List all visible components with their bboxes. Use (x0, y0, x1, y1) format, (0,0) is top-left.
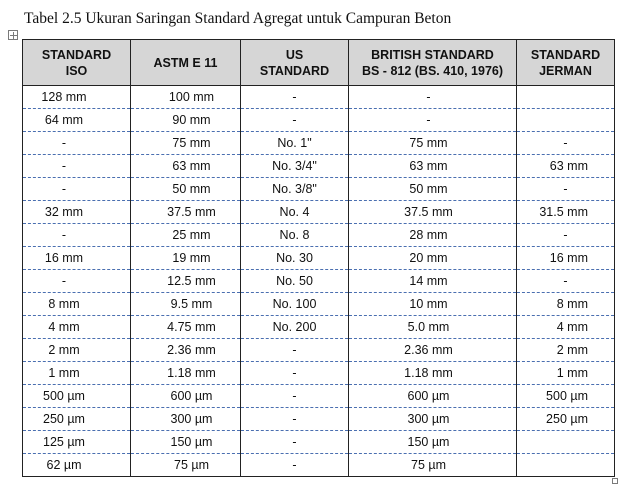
table-cell: 2 mm (517, 339, 615, 362)
table-cell: 63 mm (517, 155, 615, 178)
table-cell: 300 µm (349, 408, 517, 431)
table-caption: Tabel 2.5 Ukuran Saringan Standard Agregat untuk Campuran Beton (24, 10, 452, 27)
table-cell: 4.75 mm (131, 316, 241, 339)
table-cell: 63 mm (131, 155, 241, 178)
table-cell: 2.36 mm (131, 339, 241, 362)
table-row (23, 201, 615, 224)
table-cell (517, 86, 615, 109)
table-row (23, 454, 615, 477)
table-cell: - (23, 178, 131, 201)
table-cell: 90 mm (131, 109, 241, 132)
table-row (23, 431, 615, 454)
table-cell: 25 mm (131, 224, 241, 247)
table-cell: 1 mm (23, 362, 131, 385)
table-cell (517, 109, 615, 132)
table-cell: - (241, 408, 349, 431)
table-cell: 62 µm (23, 454, 131, 477)
table-cell (517, 454, 615, 477)
table-row (23, 132, 615, 155)
table-cell: - (517, 270, 615, 293)
table-cell: 4 mm (517, 316, 615, 339)
table-row (23, 339, 615, 362)
table-cell: 19 mm (131, 247, 241, 270)
table-cell: 50 mm (349, 178, 517, 201)
table-cell: 16 mm (517, 247, 615, 270)
table-cell: 31.5 mm (517, 201, 615, 224)
table-cell: 500 µm (517, 385, 615, 408)
table-cell: 2 mm (23, 339, 131, 362)
table-row (23, 316, 615, 339)
table-row (23, 109, 615, 132)
table-cell: - (349, 86, 517, 109)
table-cell: No. 4 (241, 201, 349, 224)
table-cell: 16 mm (23, 247, 131, 270)
table-cell: - (517, 178, 615, 201)
table-cell: 12.5 mm (131, 270, 241, 293)
table-cell: 4 mm (23, 316, 131, 339)
table-cell: - (241, 109, 349, 132)
table-cell (517, 431, 615, 454)
table-cell: 600 µm (131, 385, 241, 408)
table-row (23, 224, 615, 247)
table-cell: - (241, 454, 349, 477)
table-cell: 50 mm (131, 178, 241, 201)
table-cell: 250 µm (23, 408, 131, 431)
table-cell: - (241, 431, 349, 454)
table-cell: No. 3/4" (241, 155, 349, 178)
table-cell: 8 mm (23, 293, 131, 316)
table-cell: No. 100 (241, 293, 349, 316)
table-body (23, 86, 615, 477)
table-cell: 28 mm (349, 224, 517, 247)
table-cell: 125 µm (23, 431, 131, 454)
table-cell: 37.5 mm (349, 201, 517, 224)
table-cell: 1.18 mm (131, 362, 241, 385)
column-header: STANDARD JERMAN (517, 40, 615, 86)
table-cell: - (517, 224, 615, 247)
table-cell: No. 30 (241, 247, 349, 270)
table-cell: 600 µm (349, 385, 517, 408)
table-cell: 8 mm (517, 293, 615, 316)
table-row (23, 178, 615, 201)
table-move-handle-icon[interactable] (8, 30, 18, 40)
table-cell: - (241, 86, 349, 109)
table-cell: - (23, 224, 131, 247)
table-cell: No. 200 (241, 316, 349, 339)
table-cell: 300 µm (131, 408, 241, 431)
table-cell: 75 mm (349, 132, 517, 155)
table-cell: No. 50 (241, 270, 349, 293)
table-cell: 500 µm (23, 385, 131, 408)
table-cell: - (517, 132, 615, 155)
table-row (23, 293, 615, 316)
table-cell: 75 mm (131, 132, 241, 155)
column-header: US STANDARD (241, 40, 349, 86)
table-cell: 75 µm (349, 454, 517, 477)
table-cell: 20 mm (349, 247, 517, 270)
table-cell: 63 mm (349, 155, 517, 178)
table-cell: 1 mm (517, 362, 615, 385)
table-row (23, 247, 615, 270)
table-cell: - (241, 385, 349, 408)
table-cell: 10 mm (349, 293, 517, 316)
table-resize-handle-icon[interactable] (612, 478, 618, 484)
table-cell: 150 µm (349, 431, 517, 454)
table-cell: - (241, 362, 349, 385)
table-cell: - (23, 155, 131, 178)
table-row (23, 362, 615, 385)
table-row (23, 408, 615, 431)
table-cell: 1.18 mm (349, 362, 517, 385)
table-cell: No. 1" (241, 132, 349, 155)
column-header: BRITISH STANDARD BS - 812 (BS. 410, 1976) (349, 40, 517, 86)
column-header: ASTM E 11 (131, 40, 241, 86)
table-cell: - (349, 109, 517, 132)
table-cell: 128 mm (23, 86, 131, 109)
table-cell: - (23, 270, 131, 293)
table-cell: 14 mm (349, 270, 517, 293)
table-cell: 2.36 mm (349, 339, 517, 362)
column-header: STANDARD ISO (23, 40, 131, 86)
table-cell: 9.5 mm (131, 293, 241, 316)
table-cell: 64 mm (23, 109, 131, 132)
table-cell: 150 µm (131, 431, 241, 454)
table-cell: No. 8 (241, 224, 349, 247)
sieve-size-table (22, 39, 615, 477)
table-row (23, 155, 615, 178)
table-cell: 100 mm (131, 86, 241, 109)
table-cell: - (23, 132, 131, 155)
table-cell: 32 mm (23, 201, 131, 224)
table-cell: - (241, 339, 349, 362)
table-row (23, 86, 615, 109)
table-cell: 250 µm (517, 408, 615, 431)
table-row (23, 385, 615, 408)
table-header-row (23, 40, 615, 86)
table-row (23, 270, 615, 293)
table-cell: 5.0 mm (349, 316, 517, 339)
table-cell: No. 3/8" (241, 178, 349, 201)
table-cell: 75 µm (131, 454, 241, 477)
table-cell: 37.5 mm (131, 201, 241, 224)
